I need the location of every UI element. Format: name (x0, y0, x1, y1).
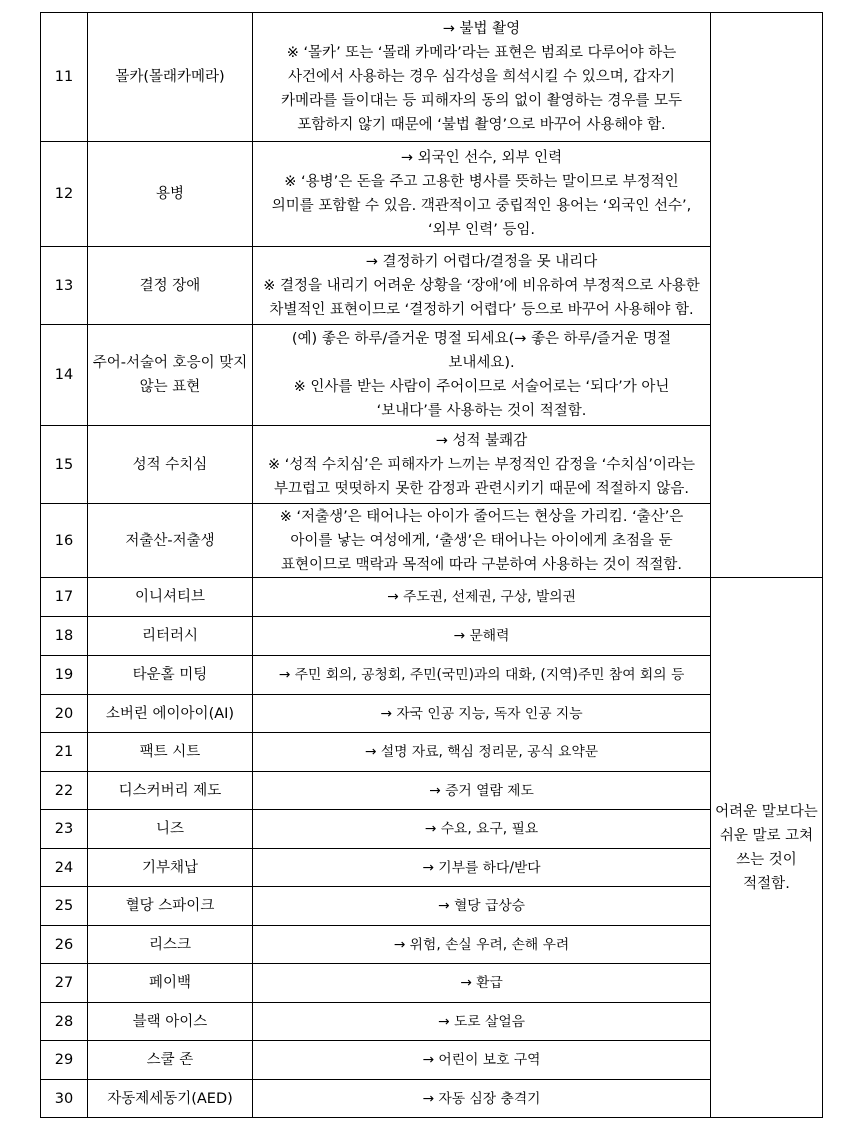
term-text: 결정 장애 (139, 277, 201, 294)
term-text: 성적 수치심 (132, 456, 208, 473)
description-line: → 외국인 선수, 외부 인력 (400, 150, 563, 166)
term-text: 기부채납 (141, 859, 199, 876)
term-text: 타운홀 미팅 (132, 667, 208, 683)
term-cell (88, 426, 253, 504)
description-line: 카메라를 들이대는 등 피해자의 동의 없이 촬영하는 경우를 모두 (280, 93, 683, 109)
term-text: 자동제세동기(AED) (107, 1090, 233, 1107)
term-text: 않는 표현 (139, 379, 201, 395)
note-text: 적절함. (743, 875, 790, 892)
term-text: 이니셔티브 (134, 589, 206, 605)
description-line: → 도로 살얼음 (438, 1013, 525, 1030)
description-line: → 위험, 손실 우려, 손해 우려 (393, 936, 570, 953)
term-cell (88, 504, 253, 578)
term-text: 몰카(몰래카메라) (115, 69, 225, 85)
row-number: 27 (41, 964, 88, 1003)
description-line: → 자국 인공 지능, 독자 인공 지능 (380, 705, 583, 722)
term-cell (88, 656, 253, 695)
description-line: 차별적인 표현이므로 ‘결정하기 어렵다’ 등으로 바꾸어 사용해야 함. (269, 301, 694, 318)
row-number: 29 (41, 1041, 88, 1080)
terminology-table (40, 12, 823, 1118)
description-line: 의미를 포함할 수 있음. 객관적이고 중립적인 용어는 ‘외국인 선수’, (271, 198, 692, 214)
table-row (41, 849, 823, 887)
term-cell (88, 325, 253, 426)
table-row (41, 1080, 823, 1118)
term-text: 혈당 스파이크 (125, 898, 215, 914)
table-row (41, 1003, 823, 1041)
row-number: 18 (41, 617, 88, 656)
replacement-cell (253, 887, 711, 926)
description-line: ※ ‘저출생’은 태어나는 아이가 줄어드는 현상을 가리킴. ‘출산’은 (279, 508, 684, 525)
term-cell (88, 617, 253, 656)
term-text: 주어-서술어 호응이 맞지 (92, 355, 248, 371)
description-line: ※ 인사를 받는 사람이 주어이므로 서술어로는 ‘되다’가 아닌 (293, 379, 670, 395)
term-cell (88, 964, 253, 1003)
table-row (41, 426, 823, 504)
description-line: 표현이므로 맥락과 목적에 따라 구분하여 사용하는 것이 적절함. (280, 556, 683, 573)
term-text: 블랙 아이스 (132, 1013, 208, 1030)
replacement-cell (253, 695, 711, 733)
term-cell (88, 695, 253, 733)
replacement-cell (253, 772, 711, 810)
description-line: → 불법 촬영 (442, 21, 521, 37)
description-line: → 주민 회의, 공청회, 주민(국민)과의 대화, (지역)주민 참여 회의 등 (278, 667, 685, 683)
table-row (41, 810, 823, 849)
row-number: 22 (41, 772, 88, 810)
term-cell (88, 13, 253, 142)
table-row (41, 325, 823, 426)
description-line: → 문해력 (453, 628, 510, 644)
description-line: → 증거 열람 제도 (429, 782, 534, 799)
term-cell (88, 733, 253, 772)
description-line: → 기부를 하다/받다 (422, 859, 541, 876)
row-number: 28 (41, 1003, 88, 1041)
term-cell (88, 247, 253, 325)
term-text: 스쿨 존 (146, 1052, 194, 1068)
term-cell (88, 887, 253, 926)
row-number: 15 (41, 426, 88, 504)
description-line: ※ ‘몰카’ 또는 ‘몰래 카메라’라는 표현은 범죄로 다루어야 하는 (286, 45, 677, 61)
term-text: 페이백 (148, 975, 192, 991)
replacement-cell (253, 142, 711, 247)
note-cell (711, 578, 823, 1118)
row-number: 12 (41, 142, 88, 247)
table-row (41, 695, 823, 733)
replacement-cell (253, 1003, 711, 1041)
description-line: → 환급 (460, 975, 503, 991)
row-number: 21 (41, 733, 88, 772)
row-number: 23 (41, 810, 88, 849)
term-cell (88, 142, 253, 247)
table-row (41, 926, 823, 964)
replacement-cell (253, 810, 711, 849)
description-line: → 설명 자료, 핵심 정리문, 공식 요약문 (364, 744, 599, 760)
row-number: 11 (41, 13, 88, 142)
term-cell (88, 1003, 253, 1041)
description-line: 아이를 낳는 여성에게, ‘출생’은 태어나는 아이에게 초점을 둔 (290, 532, 673, 549)
table-row (41, 504, 823, 578)
description-line: → 성적 불쾌감 (435, 432, 528, 449)
table-row (41, 887, 823, 926)
description-line: → 주도권, 선제권, 구상, 발의권 (387, 589, 576, 605)
description-line: (예) 좋은 하루/즐거운 명절 되세요(→ 좋은 하루/즐거운 명절 (291, 331, 672, 347)
term-text: 니즈 (155, 821, 184, 837)
row-number: 14 (41, 325, 88, 426)
description-line: 포함하지 않기 때문에 ‘불법 촬영’으로 바꾸어 사용해야 함. (297, 117, 666, 133)
replacement-cell (253, 617, 711, 656)
description-line: 사건에서 사용하는 경우 심각성을 희석시킬 수 있으며, 갑자기 (287, 69, 676, 85)
table-body (41, 13, 823, 1118)
description-line: ※ ‘용병’은 돈을 주고 고용한 병사를 뜻하는 말이므로 부정적인 (284, 174, 679, 190)
row-number: 24 (41, 849, 88, 887)
term-cell (88, 810, 253, 849)
row-number: 25 (41, 887, 88, 926)
description-line: 보내세요). (448, 355, 515, 371)
row-number: 17 (41, 578, 88, 617)
table-row (41, 13, 823, 142)
replacement-cell (253, 504, 711, 578)
table-row (41, 772, 823, 810)
term-text: 용병 (155, 186, 184, 202)
replacement-cell (253, 426, 711, 504)
term-text: 리스크 (148, 936, 192, 953)
replacement-cell (253, 578, 711, 617)
row-number: 26 (41, 926, 88, 964)
replacement-cell (253, 1080, 711, 1118)
term-cell (88, 578, 253, 617)
description-line: 부끄럽고 떳떳하지 못한 감정과 관련시키기 때문에 적절하지 않음. (273, 480, 690, 497)
replacement-cell (253, 325, 711, 426)
replacement-cell (253, 1041, 711, 1080)
term-text: 팩트 시트 (139, 744, 201, 760)
table-row (41, 142, 823, 247)
row-number: 19 (41, 656, 88, 695)
replacement-cell (253, 656, 711, 695)
replacement-cell (253, 13, 711, 142)
table-row (41, 617, 823, 656)
row-number: 30 (41, 1080, 88, 1118)
replacement-cell (253, 964, 711, 1003)
note-cell-empty (711, 13, 823, 578)
table-row (41, 964, 823, 1003)
note-text: 쓰는 것이 (736, 851, 797, 868)
row-number: 16 (41, 504, 88, 578)
description-line: → 자동 심장 충격기 (422, 1090, 541, 1107)
description-line: → 결정하기 어렵다/결정을 못 내리다 (365, 253, 598, 270)
description-line: → 수요, 요구, 필요 (424, 821, 539, 837)
description-line: ‘보내다’를 사용하는 것이 적절함. (376, 403, 587, 419)
table-row (41, 656, 823, 695)
term-text: 소버린 에이아이(AI) (105, 705, 235, 722)
description-line: ‘외부 인력’ 등임. (427, 222, 536, 238)
replacement-cell (253, 247, 711, 325)
table-row (41, 247, 823, 325)
term-cell (88, 1041, 253, 1080)
description-line: ※ 결정을 내리기 어려운 상황을 ‘장애’에 비유하여 부정적으로 사용한 (263, 277, 700, 294)
replacement-cell (253, 733, 711, 772)
note-text: 어려운 말보다는 (715, 803, 818, 820)
term-text: 저출산-저출생 (125, 532, 215, 549)
table-row (41, 1041, 823, 1080)
table-row (41, 578, 823, 617)
description-line: ※ ‘성적 수치심’은 피해자가 느끼는 부정적인 감정을 ‘수치심’이라는 (267, 456, 696, 473)
row-number: 13 (41, 247, 88, 325)
term-cell (88, 926, 253, 964)
term-cell (88, 849, 253, 887)
table-row (41, 733, 823, 772)
term-cell (88, 1080, 253, 1118)
replacement-cell (253, 926, 711, 964)
note-text: 쉬운 말로 고쳐 (719, 827, 814, 844)
term-text: 리터러시 (141, 628, 199, 644)
term-text: 디스커버리 제도 (118, 782, 222, 799)
description-line: → 어린이 보호 구역 (422, 1052, 541, 1068)
row-number: 20 (41, 695, 88, 733)
replacement-cell (253, 849, 711, 887)
term-cell (88, 772, 253, 810)
description-line: → 혈당 급상승 (438, 898, 525, 914)
